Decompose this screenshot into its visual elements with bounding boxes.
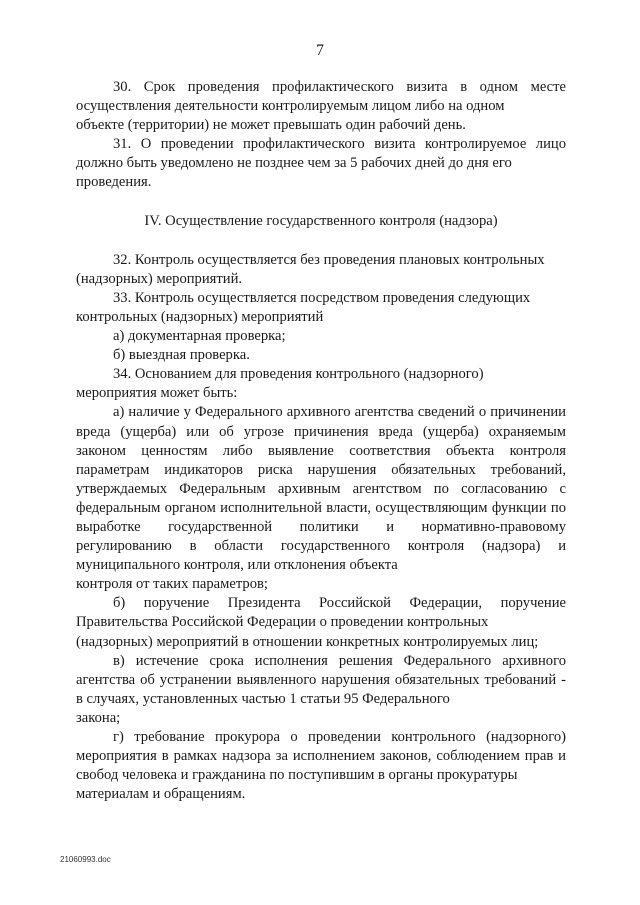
paragraph-30-last-line: объекте (территории) не может превышать один рабочий день. [76, 117, 466, 134]
paragraph-32-text: 32. Контроль осуществляется без проведения плановых контрольных [113, 251, 545, 268]
paragraph-34-v-text: в) истечение срока исполнения решения Федерального архивного агентства об устранении выявленного нарушения обязательных требований - в случаях, установленных частью 1 статьи 95 Федерального [76, 652, 566, 707]
paragraph-34-g [76, 728, 566, 804]
paragraph-33 [76, 289, 566, 327]
paragraph-34-b-last-line: (надзорных) мероприятий в отношении конкретных контролируемых лиц; [76, 633, 539, 650]
paragraph-32 [76, 251, 566, 289]
paragraph-34-last-line: мероприятия может быть: [76, 385, 238, 402]
document-body [76, 78, 566, 804]
paragraph-34-a-text: а) наличие у Федерального архивного агентства сведений о причинении вреда (ущерба) или об угрозе причинения вреда (ущерба) охраняемым законом ценностям либо выявление соответствия объекта контроля параметрам индикаторов риска нарушения обязательных требований, утверждаемых Федеральным архивным агентством по согласованию с федеральным органом исполнительной власти, осуществляющим функции по выработке государственной политики и нормативно-правовому регулированию в области государственного контроля (надзора) и муниципального контроля, или отклонения объекта [76, 404, 566, 574]
paragraph-34-g-text: г) требование прокурора о проведении контрольного (надзорного) мероприятия в рамках надзора за исполнением законов, соблюдением прав и свобод человека и гражданина по поступившим в органы прокуратуры [76, 729, 566, 784]
paragraph-34-a [76, 403, 566, 594]
paragraph-33-last-line: контрольных (надзорных) мероприятий [76, 308, 324, 325]
paragraph-34-b-text: б) поручение Президента Российской Федерации, поручение Правительства Российской Федерации о проведении контрольных [76, 595, 566, 631]
paragraph-34-v [76, 652, 566, 728]
paragraph-30 [76, 78, 566, 135]
section-heading: IV. Осуществление государственного контроля (надзора) [144, 212, 498, 229]
paragraph-31-text: 31. О проведении профилактического визита контролируемое лицо должно быть уведомлено не позднее чем за 5 рабочих дней до дня его [76, 136, 566, 172]
paragraph-34-v-last-line: закона; [76, 709, 121, 726]
paragraph-33-text: 33. Контроль осуществляется посредством проведения следующих [113, 289, 531, 306]
paragraph-34-g-last-line: материалам и обращениям. [76, 786, 246, 803]
list-item-onsite-check: б) выездная проверка. [113, 347, 250, 364]
list-item-documentary-check: а) документарная проверка; [113, 328, 286, 345]
paragraph-30-text: 30. Срок проведения профилактического визита в одном месте осуществления деятельности контролируемым лицом либо на одном [76, 79, 566, 115]
page-number: 7 [316, 42, 324, 59]
paragraph-34-text: 34. Основанием для проведения контрольного (надзорного) [113, 366, 484, 383]
paragraph-34-a-last-line: контроля от таких параметров; [76, 576, 268, 593]
document-filename-footer: 21060993.doc [60, 855, 111, 864]
paragraph-32-last-line: (надзорных) мероприятий. [76, 270, 243, 287]
paragraph-31-last-line: проведения. [76, 174, 152, 191]
paragraph-34 [76, 365, 566, 403]
paragraph-31 [76, 135, 566, 192]
paragraph-34-b [76, 594, 566, 651]
